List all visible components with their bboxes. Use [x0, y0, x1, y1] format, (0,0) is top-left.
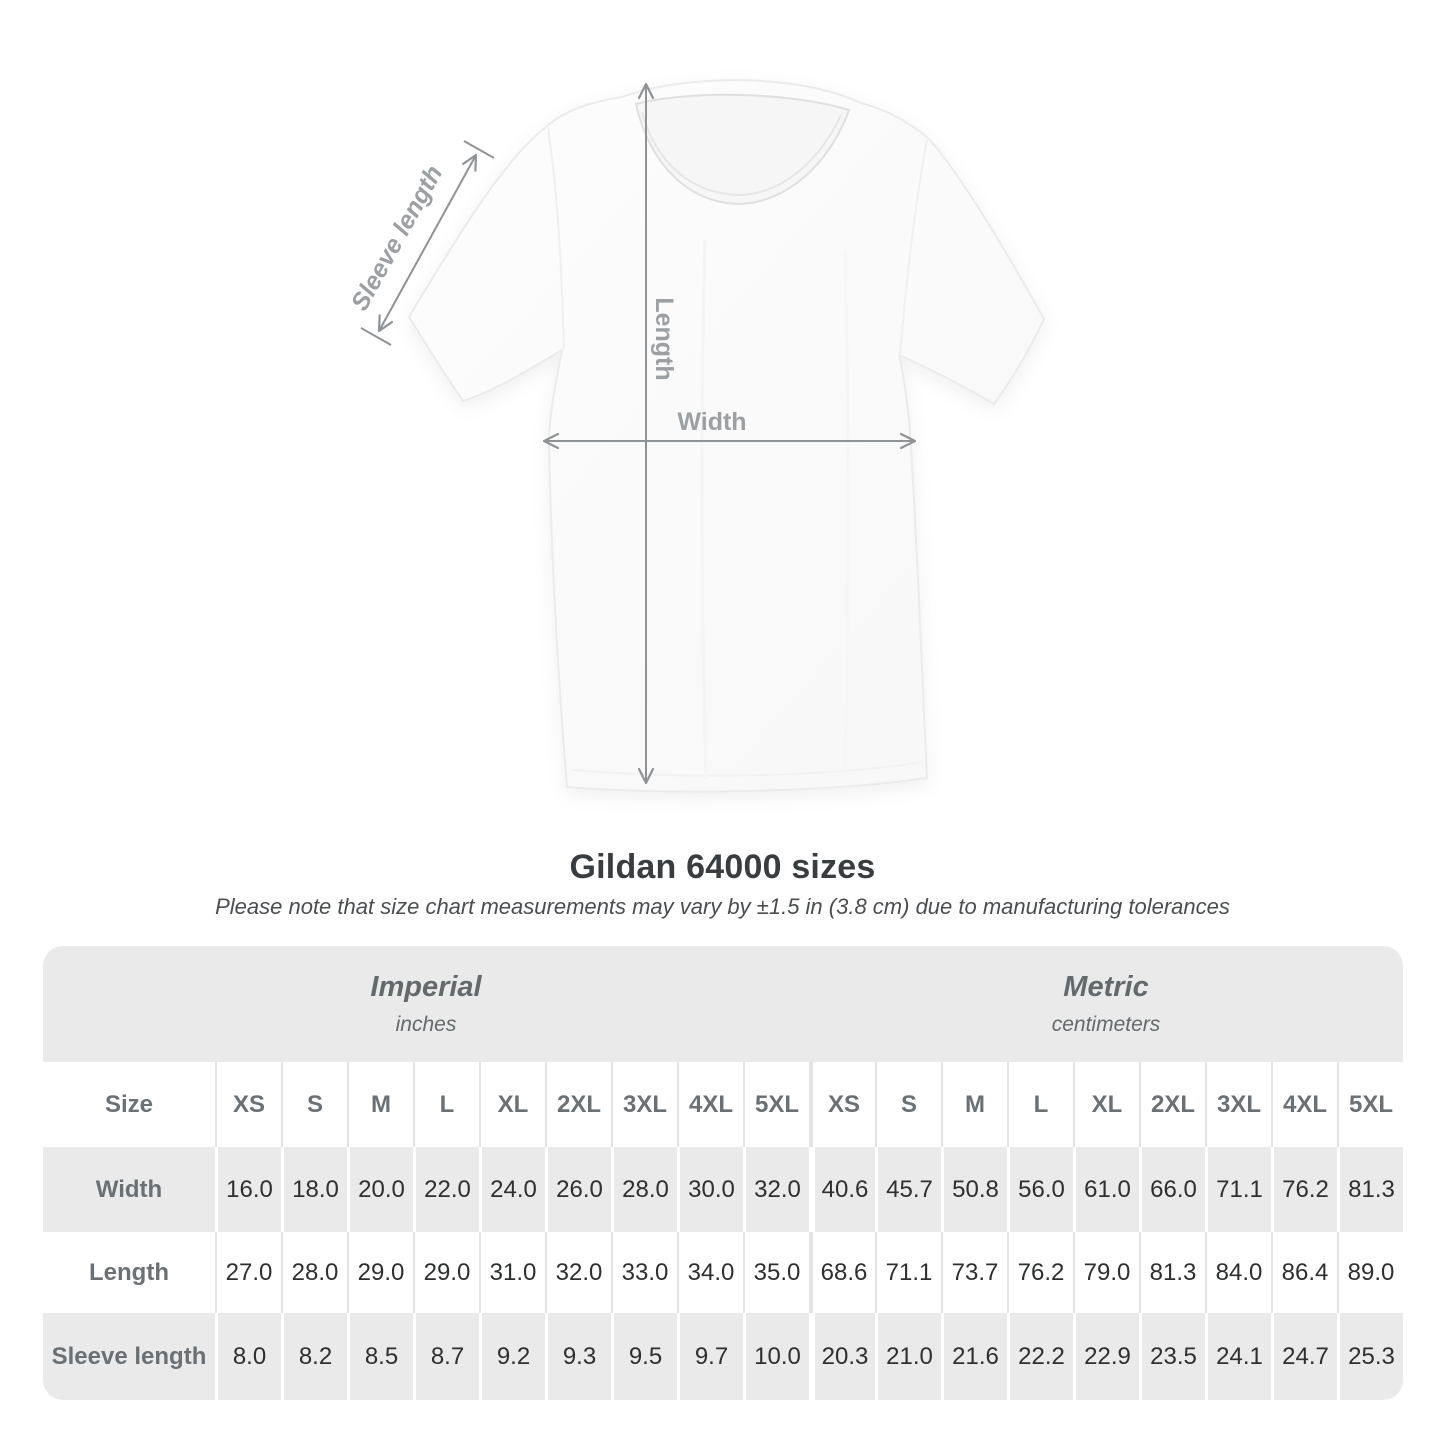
- size-value-cell: 50.8: [941, 1147, 1007, 1232]
- size-value-cell: 76.2: [1007, 1232, 1073, 1313]
- size-value-cell: 86.4: [1271, 1232, 1337, 1313]
- size-column-label: S: [281, 1062, 347, 1147]
- size-value-cell: 8.7: [413, 1313, 479, 1400]
- size-value-cell: 71.1: [875, 1232, 941, 1313]
- size-value-cell: 9.5: [611, 1313, 677, 1400]
- imperial-header-group: [43, 946, 809, 1062]
- size-column-label: 2XL: [545, 1062, 611, 1147]
- size-value-cell: 73.7: [941, 1232, 1007, 1313]
- size-value-cell: 24.0: [479, 1147, 545, 1232]
- size-value-cell: 66.0: [1139, 1147, 1205, 1232]
- size-value-cell: 16.0: [215, 1147, 281, 1232]
- size-value-cell: 29.0: [413, 1232, 479, 1313]
- metric-header: Metric: [1063, 971, 1149, 1003]
- size-value-cell: 22.9: [1073, 1313, 1139, 1400]
- size-column-label: L: [413, 1062, 479, 1147]
- size-column-label: 5XL: [743, 1062, 809, 1147]
- sleeve-length-label: Sleeve length: [345, 160, 449, 316]
- size-column-label: 5XL: [1337, 1062, 1403, 1147]
- size-value-cell: 22.2: [1007, 1313, 1073, 1400]
- size-value-cell: 81.3: [1337, 1147, 1403, 1232]
- size-value-cell: 31.0: [479, 1232, 545, 1313]
- size-table: [43, 946, 1403, 1400]
- size-value-cell: 21.0: [875, 1313, 941, 1400]
- size-value-cell: 32.0: [545, 1232, 611, 1313]
- size-value-cell: 20.3: [809, 1313, 875, 1400]
- size-value-cell: 76.2: [1271, 1147, 1337, 1232]
- size-value-cell: 89.0: [1337, 1232, 1403, 1313]
- metric-header-group: [809, 946, 1403, 1062]
- size-column-label: 3XL: [611, 1062, 677, 1147]
- size-column-label: XL: [479, 1062, 545, 1147]
- size-column-label: M: [347, 1062, 413, 1147]
- size-value-cell: 9.2: [479, 1313, 545, 1400]
- size-column-label: L: [1007, 1062, 1073, 1147]
- size-value-cell: 79.0: [1073, 1232, 1139, 1313]
- size-header-row: [43, 1062, 1403, 1147]
- size-value-cell: 84.0: [1205, 1232, 1271, 1313]
- imperial-units-label: inches: [395, 1013, 457, 1036]
- size-column-label: 4XL: [677, 1062, 743, 1147]
- size-value-cell: 56.0: [1007, 1147, 1073, 1232]
- metric-units-label: centimeters: [1051, 1013, 1161, 1036]
- size-value-cell: 45.7: [875, 1147, 941, 1232]
- size-value-cell: 68.6: [809, 1232, 875, 1313]
- size-value-cell: 40.6: [809, 1147, 875, 1232]
- size-value-cell: 20.0: [347, 1147, 413, 1232]
- size-value-cell: 30.0: [677, 1147, 743, 1232]
- size-chart-title: Gildan 64000 sizes: [569, 848, 876, 886]
- length-label: Length: [650, 297, 678, 381]
- table-row-width: [43, 1147, 1403, 1232]
- size-column-label: XS: [215, 1062, 281, 1147]
- table-row-length: [43, 1232, 1403, 1313]
- width-label: Width: [677, 408, 747, 436]
- size-value-cell: 61.0: [1073, 1147, 1139, 1232]
- size-value-cell: 24.1: [1205, 1313, 1271, 1400]
- row-label: Width: [95, 1175, 163, 1203]
- size-column-label: S: [875, 1062, 941, 1147]
- sleeve-length-tick: [464, 141, 494, 158]
- imperial-header: Imperial: [370, 971, 482, 1003]
- size-column-header: Size: [104, 1090, 154, 1118]
- size-column-label: 2XL: [1139, 1062, 1205, 1147]
- size-value-cell: 23.5: [1139, 1313, 1205, 1400]
- size-column-label: M: [941, 1062, 1007, 1147]
- size-value-cell: 26.0: [545, 1147, 611, 1232]
- size-value-cell: 32.0: [743, 1147, 809, 1232]
- size-value-cell: 33.0: [611, 1232, 677, 1313]
- tolerance-note: Please note that size chart measurements may vary by ±1.5 in (3.8 cm) due to manufacturing tolerances: [215, 894, 1230, 919]
- size-value-cell: 25.3: [1337, 1313, 1403, 1400]
- size-value-cell: 27.0: [215, 1232, 281, 1313]
- row-label: Length: [89, 1258, 169, 1286]
- size-column-label: XL: [1073, 1062, 1139, 1147]
- sleeve-length-tick: [361, 328, 391, 345]
- unit-group-header-band: [43, 946, 1403, 1062]
- size-value-cell: 71.1: [1205, 1147, 1271, 1232]
- size-value-cell: 28.0: [611, 1147, 677, 1232]
- size-column-label: 4XL: [1271, 1062, 1337, 1147]
- size-value-cell: 8.0: [215, 1313, 281, 1400]
- size-value-cell: 81.3: [1139, 1232, 1205, 1313]
- size-value-cell: 29.0: [347, 1232, 413, 1313]
- size-value-cell: 28.0: [281, 1232, 347, 1313]
- size-value-cell: 34.0: [677, 1232, 743, 1313]
- size-value-cell: 10.0: [743, 1313, 809, 1400]
- size-value-cell: 8.5: [347, 1313, 413, 1400]
- size-value-cell: 35.0: [743, 1232, 809, 1313]
- size-value-cell: 9.7: [677, 1313, 743, 1400]
- size-value-cell: 22.0: [413, 1147, 479, 1232]
- size-value-cell: 18.0: [281, 1147, 347, 1232]
- size-value-cell: 8.2: [281, 1313, 347, 1400]
- table-row-sleeve-length: [43, 1313, 1403, 1400]
- row-label: Sleeve length: [51, 1342, 207, 1370]
- size-value-cell: 21.6: [941, 1313, 1007, 1400]
- size-value-cell: 9.3: [545, 1313, 611, 1400]
- size-column-label: 3XL: [1205, 1062, 1271, 1147]
- size-column-label: XS: [809, 1062, 875, 1147]
- size-value-cell: 24.7: [1271, 1313, 1337, 1400]
